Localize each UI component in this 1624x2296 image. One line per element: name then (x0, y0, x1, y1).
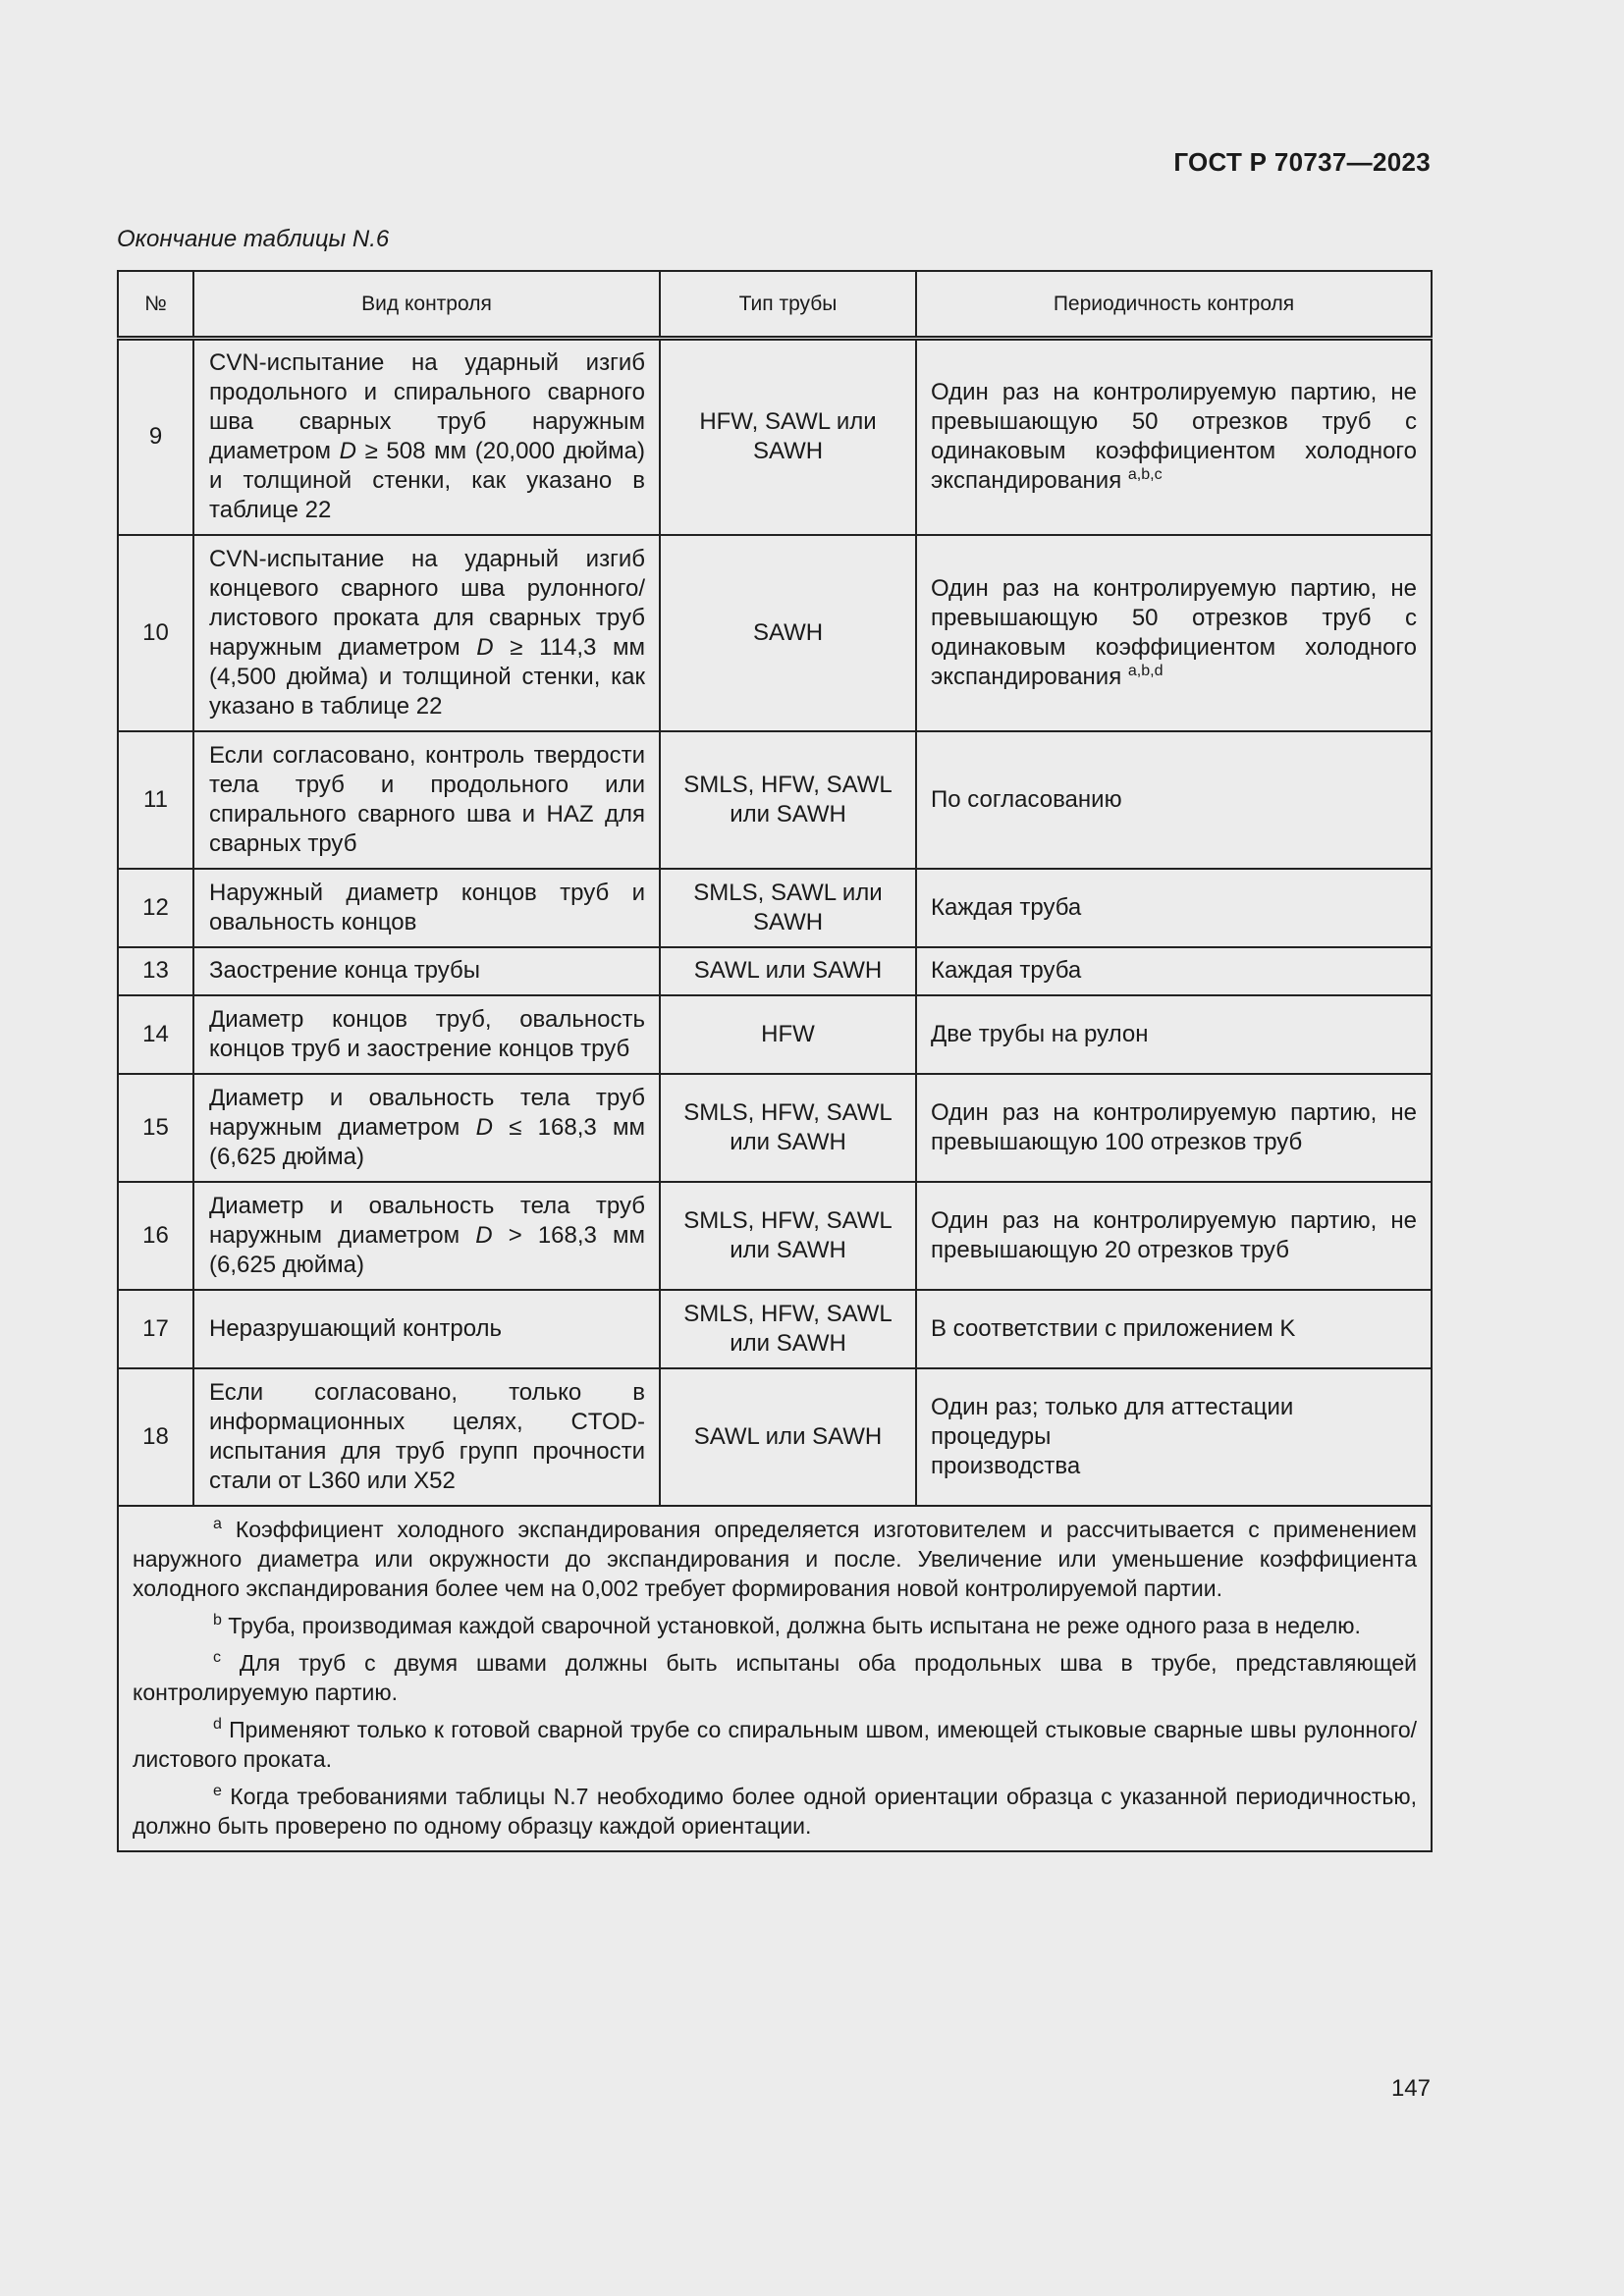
row-number: 12 (118, 869, 193, 947)
row-type: SAWH (660, 535, 916, 731)
row-period: Один раз на контролируемую партию, не превышающую 20 отрезков труб (916, 1182, 1432, 1290)
row-type: SMLS, HFW, SAWL или SAWH (660, 731, 916, 869)
page-number: 147 (1390, 2075, 1431, 2102)
row-kind: Диаметр концов труб, овальность концов труб и заострение концов труб (193, 995, 660, 1074)
row-number: 10 (118, 535, 193, 731)
row-number: 18 (118, 1368, 193, 1506)
row-period: Каждая труба (916, 947, 1432, 995)
footnote: $^c$ Для труб с двумя швами должны быть испытаны оба продольных шва в трубе, представляющей контролируемую партию. (133, 1648, 1417, 1705)
row-period: Каждая труба (916, 869, 1432, 947)
table-notes-row (118, 1506, 1432, 1851)
table-row (118, 1182, 1432, 1290)
row-kind: CVN-испытание на ударный изгиб продольного и спирального сварного шва сварных труб наружным диаметром D ≥ 508 мм (20,000 дюйма) и толщиной стенки, как указано в таблице 22 (193, 339, 660, 535)
row-type: SMLS, SAWL или SAWH (660, 869, 916, 947)
row-type: HFW, SAWL или SAWH (660, 339, 916, 535)
table-row (118, 1290, 1432, 1368)
row-period: Один раз; только для аттестации процедуры производства (916, 1368, 1432, 1506)
col-header-number: № (118, 271, 193, 339)
table-row (118, 947, 1432, 995)
row-type: SAWL или SAWH (660, 947, 916, 995)
row-number: 17 (118, 1290, 193, 1368)
row-number: 14 (118, 995, 193, 1074)
row-number: 13 (118, 947, 193, 995)
footnote: $^d$ Применяют только к готовой сварной трубе со спиральным швом, имеющей стыковые сварные швы рулонного/листового проката. (133, 1715, 1417, 1772)
table-row (118, 731, 1432, 869)
footnote: $^e$ Когда требованиями таблицы N.7 необходимо более одной ориентации образца с указанной периодичностью, должно быть проверено по одному образцу каждой ориентации. (133, 1782, 1417, 1839)
row-kind: Диаметр и овальность тела труб наружным диаметром D > 168,3 мм (6,625 дюйма) (193, 1182, 660, 1290)
row-number: 9 (118, 339, 193, 535)
row-kind: Заострение конца трубы (193, 947, 660, 995)
footnote: $^b$ Труба, производимая каждой сварочной установкой, должна быть испытана не реже одного раза в неделю. (213, 1611, 1361, 1638)
row-kind: Если согласовано, только в информационных целях, CTOD-испытания для труб групп прочности стали от L360 или X52 (193, 1368, 660, 1506)
table-row (118, 535, 1432, 731)
row-kind: CVN-испытание на ударный изгиб концевого сварного шва рулонного/листового проката для сварных труб наружным диаметром D ≥ 114,3 мм (4,500 дюйма) и толщиной стенки, как указано в таблице 22 (193, 535, 660, 731)
col-header-type: Тип трубы (660, 271, 916, 339)
col-header-period: Периодичность контроля (916, 271, 1432, 339)
table-caption: Окончание таблицы N.6 (117, 226, 390, 252)
col-header-kind: Вид контроля (193, 271, 660, 339)
table-row (118, 1074, 1432, 1182)
row-type: SMLS, HFW, SAWL или SAWH (660, 1074, 916, 1182)
footnote-ref: a,b,d (1127, 662, 1164, 679)
row-number: 11 (118, 731, 193, 869)
footnote: $^a$ Коэффициент холодного экспандирования определяется изготовителем и рассчитывается с применением наружного диаметра или окружности до экспандирования и после. Увеличение или уменьшение коэффициента холодного экспандирования более чем на 0,002 требует формирования новой контролируемой партии. (133, 1515, 1417, 1601)
row-period: Две трубы на рулон (916, 995, 1432, 1074)
table-row (118, 869, 1432, 947)
row-period: Один раз на контролируемую партию, не превышающую 50 отрезков труб с одинаковым коэффициентом холодного экспандирования $^{a,b,c}$ (916, 339, 1432, 535)
row-type: HFW (660, 995, 916, 1074)
row-period: Один раз на контролируемую партию, не превышающую 100 отрезков труб (916, 1074, 1432, 1182)
inspection-table (117, 270, 1433, 1852)
row-kind: Неразрушающий контроль (193, 1290, 660, 1368)
table-header-row (118, 271, 1432, 339)
row-type: SAWL или SAWH (660, 1368, 916, 1506)
row-kind: Наружный диаметр концов труб и овальность концов (193, 869, 660, 947)
row-type: SMLS, HFW, SAWL или SAWH (660, 1290, 916, 1368)
footnote-ref: a,b,c (1127, 466, 1163, 484)
row-period: Один раз на контролируемую партию, не превышающую 50 отрезков труб с одинаковым коэффициентом холодного экспандирования $^{a,b,d}$ (916, 535, 1432, 731)
row-type: SMLS, HFW, SAWL или SAWH (660, 1182, 916, 1290)
table-row (118, 995, 1432, 1074)
table-row (118, 1368, 1432, 1506)
row-period: В соответствии с приложением K (916, 1290, 1432, 1368)
standard-header: ГОСТ Р 70737—2023 (1173, 147, 1431, 177)
row-kind: Если согласовано, контроль твердости тела труб и продольного или спирального сварного шва и HAZ для сварных труб (193, 731, 660, 869)
table-notes (118, 1506, 1432, 1851)
row-period: По согласованию (916, 731, 1432, 869)
row-number: 16 (118, 1182, 193, 1290)
row-number: 15 (118, 1074, 193, 1182)
row-kind: Диаметр и овальность тела труб наружным диаметром D ≤ 168,3 мм (6,625 дюйма) (193, 1074, 660, 1182)
table-row (118, 339, 1432, 535)
